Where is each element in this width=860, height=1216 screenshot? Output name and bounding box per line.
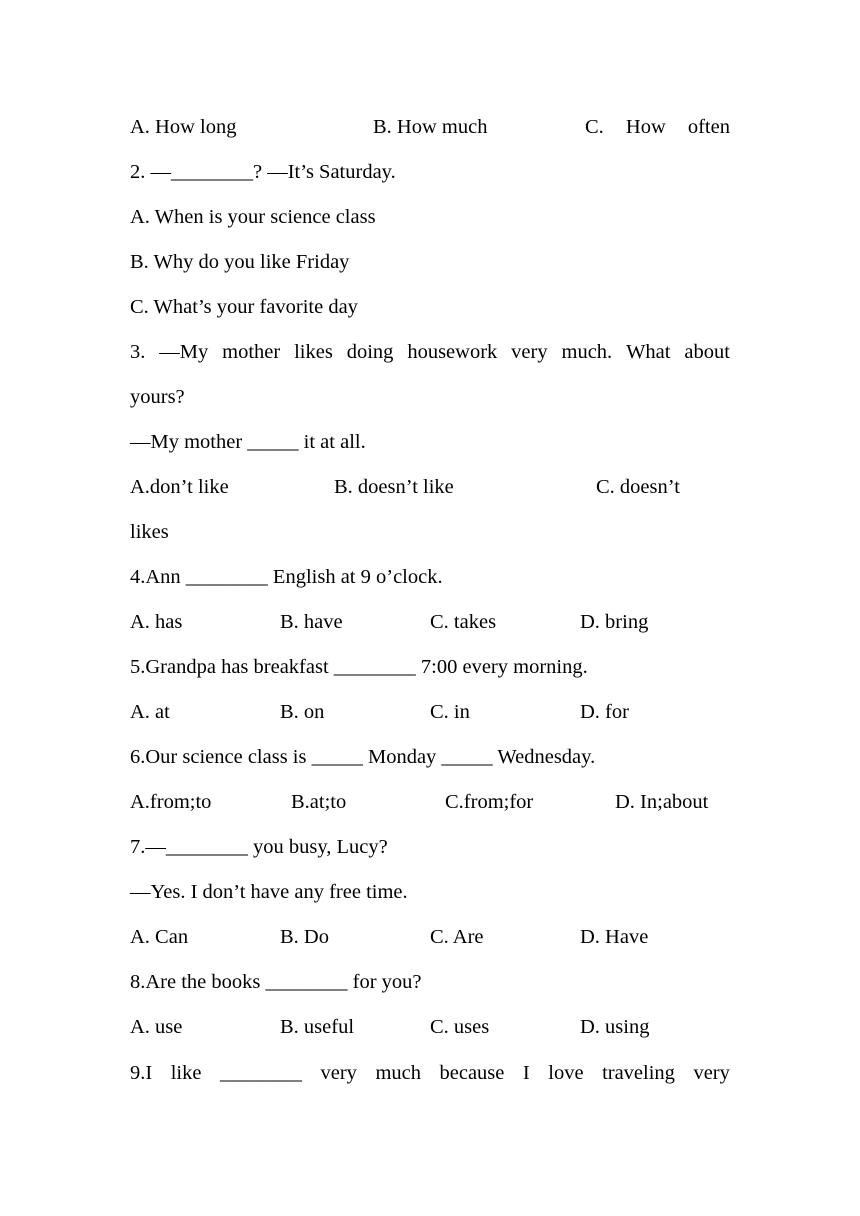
q1-option-a: A. How long <box>130 116 237 138</box>
q6-stem: 6.Our science class is _____ Monday _____ Wednesday. <box>130 746 596 768</box>
q8-option-a: A. use <box>130 1016 183 1038</box>
q4-option-d: D. bring <box>580 611 649 633</box>
q4-option-a: A. has <box>130 611 183 633</box>
q3-option-c: C. doesn’t <box>596 476 680 498</box>
q2-option-b: B. Why do you like Friday <box>130 251 350 273</box>
q4-stem: 4.Ann ________ English at 9 o’clock. <box>130 566 443 588</box>
q7-option-b: B. Do <box>280 926 329 948</box>
q4-option-b: B. have <box>280 611 343 633</box>
q5-stem: 5.Grandpa has breakfast ________ 7:00 every morning. <box>130 656 588 678</box>
q5-option-a: A. at <box>130 701 170 723</box>
q5-option-c: C. in <box>430 701 470 723</box>
q8-option-d: D. using <box>580 1016 650 1038</box>
q8-option-b: B. useful <box>280 1016 355 1038</box>
q6-option-c: C.from;for <box>445 791 534 813</box>
q7-option-a: A. Can <box>130 926 189 948</box>
q6-option-d: D. In;about <box>615 791 709 813</box>
q5-option-d: D. for <box>580 701 629 723</box>
q3-option-c-continued: likes <box>130 521 169 543</box>
q4-option-c: C. takes <box>430 611 497 633</box>
q3-stem-continued: yours? <box>130 386 185 408</box>
q3-option-a: A.don’t like <box>130 476 229 498</box>
q7-option-d: D. Have <box>580 926 649 948</box>
q3-stem: 3. —My mother likes doing housework very much. What about <box>130 341 730 363</box>
q1-option-b: B. How much <box>373 116 488 138</box>
q9-stem: 9.I like ________ very much because I love traveling very <box>130 1062 730 1084</box>
q2-option-c: C. What’s your favorite day <box>130 296 358 318</box>
q3-option-b: B. doesn’t like <box>334 476 454 498</box>
q2-stem: 2. —________? —It’s Saturday. <box>130 161 396 183</box>
q7-reply: —Yes. I don’t have any free time. <box>130 881 408 903</box>
q3-reply: —My mother _____ it at all. <box>130 431 366 453</box>
q2-option-a: A. When is your science class <box>130 206 376 228</box>
q8-option-c: C. uses <box>430 1016 490 1038</box>
q5-option-b: B. on <box>280 701 325 723</box>
q6-option-b: B.at;to <box>291 791 347 813</box>
q7-stem: 7.—________ you busy, Lucy? <box>130 836 388 858</box>
q1-option-c: C. How often <box>585 116 730 138</box>
q8-stem: 8.Are the books ________ for you? <box>130 971 422 993</box>
q7-option-c: C. Are <box>430 926 484 948</box>
q6-option-a: A.from;to <box>130 791 212 813</box>
